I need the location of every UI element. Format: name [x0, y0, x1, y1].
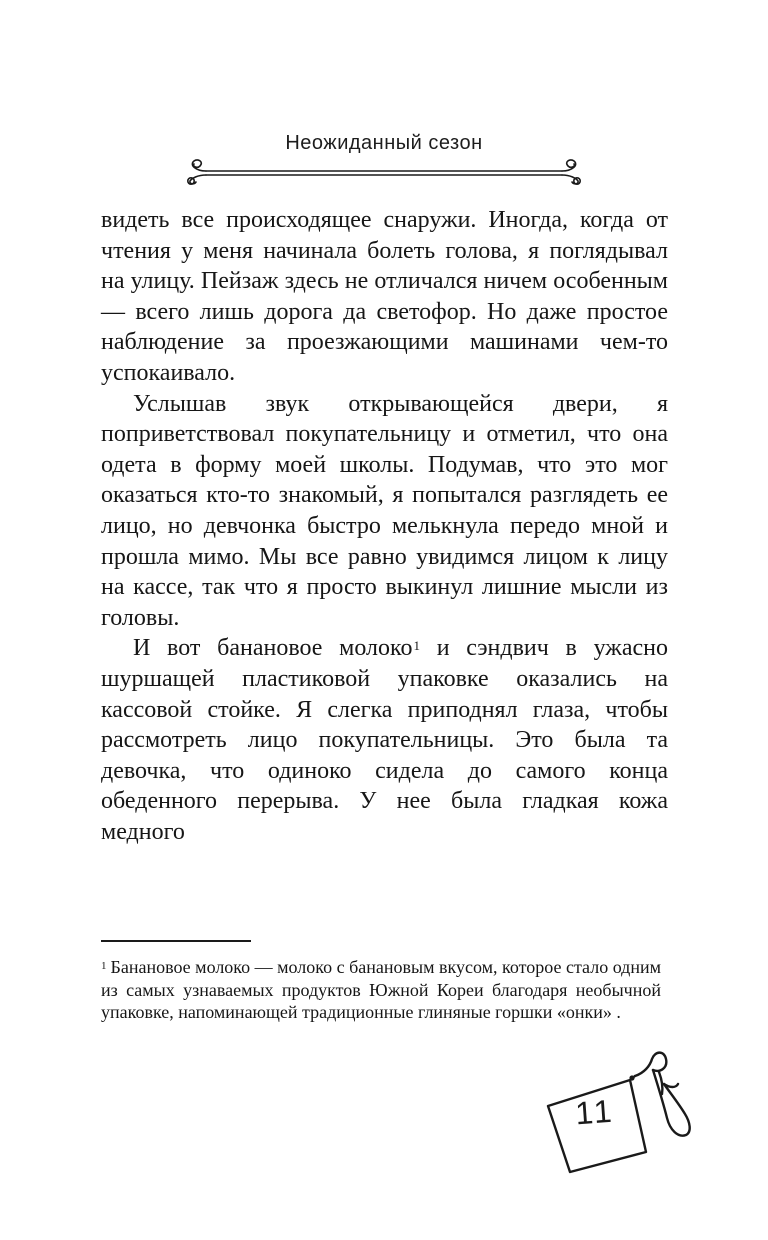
paragraph-3: [101, 633, 668, 847]
footnote: [101, 956, 661, 1024]
paragraph-1: видеть все происходящее снаружи. Иногда, когда от чтения у меня начинала болеть голова, я поглядывал на улицу. Пейзаж здесь не отличался ничем особенным — всего лишь дорога да светофор. Но даже простое наблюдение за проезжающими машинами чем-то успокаивало.: [101, 207, 668, 386]
decorative-flourish-icon: [180, 154, 588, 186]
paragraph-2: Услышав звук открывающейся двери, я поприветствовал покупательницу и отметил, что она одета в форму моей школы. Подумав, что это мог оказаться кто-то знакомый, я попытался разглядеть ее лицо, но девчонка быстро мелькнула передо мной и прошла мимо. Мы все равно увидимся лицом к лицу на кассе, так что я просто выкинул лишние мысли из головы.: [101, 390, 668, 631]
paragraph-3-rest: и сэндвич в ужасно шуршащей пластиковой упаковке оказались на кассовой стойке. Я слегка приподнял глаза, чтобы рассмотреть лицо покупательницы. Это была та девочка, что одиноко сидела до самого конца обеденного перерыва. У нее была гладкая кожа медного: [101, 635, 669, 845]
footnote-mark: 1: [101, 960, 107, 972]
main-text: [101, 205, 668, 847]
paragraph-3-start: И вот банановое молоко: [133, 635, 413, 662]
footnote-reference[interactable]: 1: [413, 638, 420, 654]
page-number: 11: [574, 1092, 616, 1132]
running-head: Неожиданный сезон: [285, 132, 483, 154]
footnote-divider: [101, 940, 251, 942]
footnote-text: Банановое молоко — молоко с банановым вкусом, которое стало одним из самых узнаваемых продуктов Южной Кореи благодаря необычной упаковке, напоминающей традиционные глиняные горшки «онки» .: [101, 957, 661, 1022]
